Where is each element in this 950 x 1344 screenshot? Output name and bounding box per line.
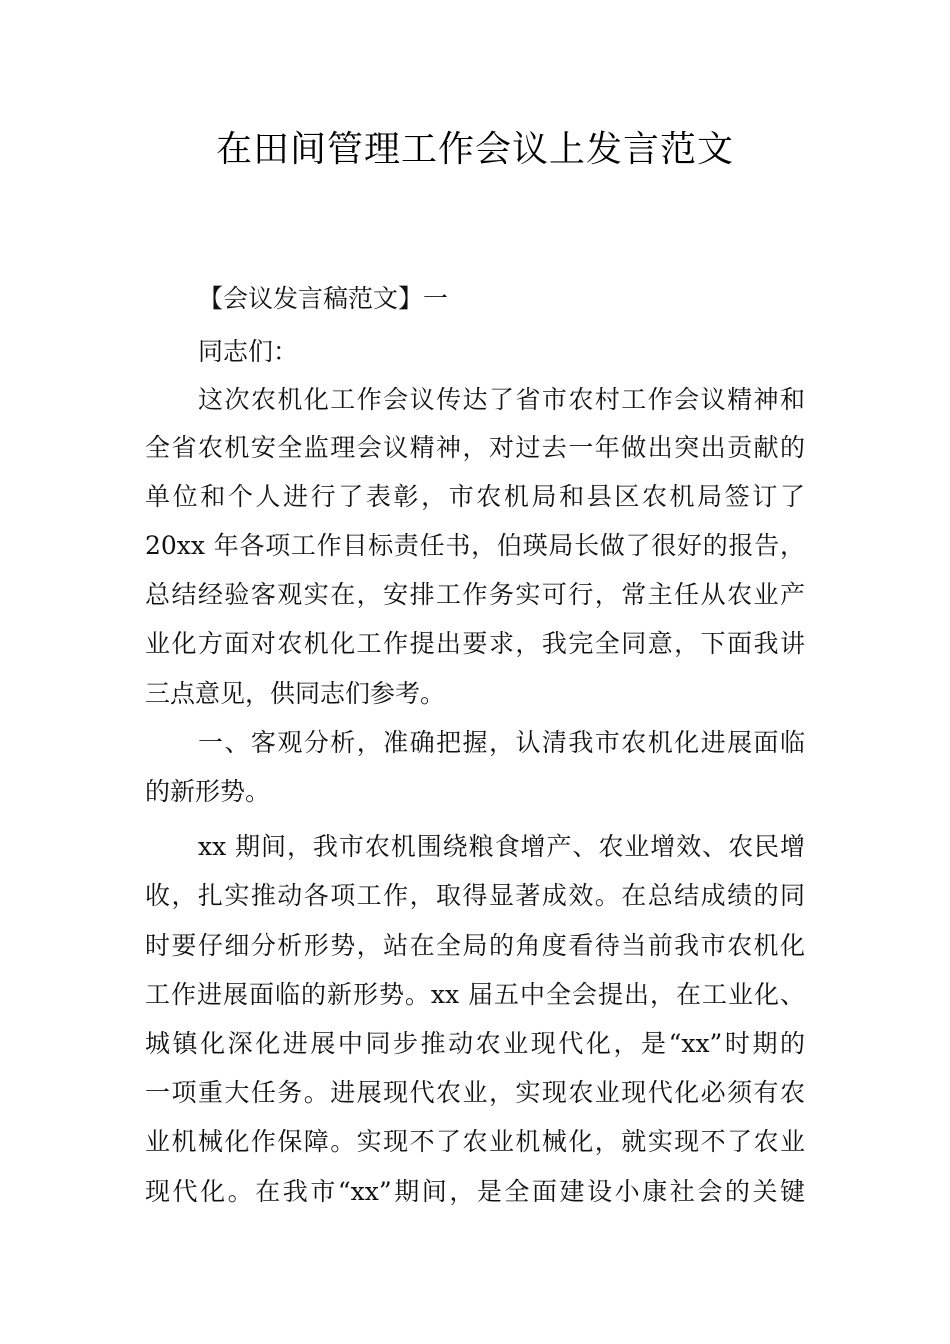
document-title: 在田间管理工作会议上发言范文 [215, 129, 734, 170]
text-line: 业化方面对农机化工作提出要求，我完全同意，下面我讲 [145, 629, 805, 658]
text-line: 同志们： [198, 337, 299, 366]
text-line: 一项重大任务。进展现代农业，实现农业现代化必须有农 [145, 1078, 805, 1107]
text-line: 全省农机安全监理会议精神，对过去一年做出突出贡献的 [145, 433, 805, 462]
text-line: 单位和个人进行了表彰，市农机局和县区农机局签订了 [145, 482, 805, 511]
text-line: xx 期间，我市农机围绕粮食增产、农业增效、农民增 [198, 832, 805, 861]
text-line: 【会议发言稿范文】一 [198, 284, 449, 313]
text-line: 时要仔细分析形势，站在全局的角度看待当前我市农机化 [145, 931, 805, 960]
text-line: 一、客观分析，准确把握，认清我市农机化进展面临 [198, 728, 805, 757]
text-line: 这次农机化工作会议传达了省市农村工作会议精神和 [198, 385, 805, 414]
text-line: 20xx 年各项工作目标责任书，伯瑛局长做了很好的报告， [145, 531, 805, 560]
text-line: 总结经验客观实在，安排工作务实可行，常主任从农业产 [145, 580, 805, 609]
text-line: 现代化。在我市“xx”期间，是全面建设小康社会的关键 [145, 1177, 805, 1206]
text-line: 工作进展面临的新形势。xx 届五中全会提出，在工业化、 [145, 980, 805, 1009]
text-line: 三点意见，供同志们参考。 [145, 679, 446, 708]
text-line: 城镇化深化进展中同步推动农业现代化，是“xx”时期的 [145, 1029, 805, 1058]
text-line: 业机械化作保障。实现不了农业机械化，就实现不了农业 [145, 1127, 805, 1156]
text-line: 的新形势。 [145, 777, 271, 806]
text-line: 收，扎实推动各项工作，取得显著成效。在总结成绩的同 [145, 881, 805, 910]
